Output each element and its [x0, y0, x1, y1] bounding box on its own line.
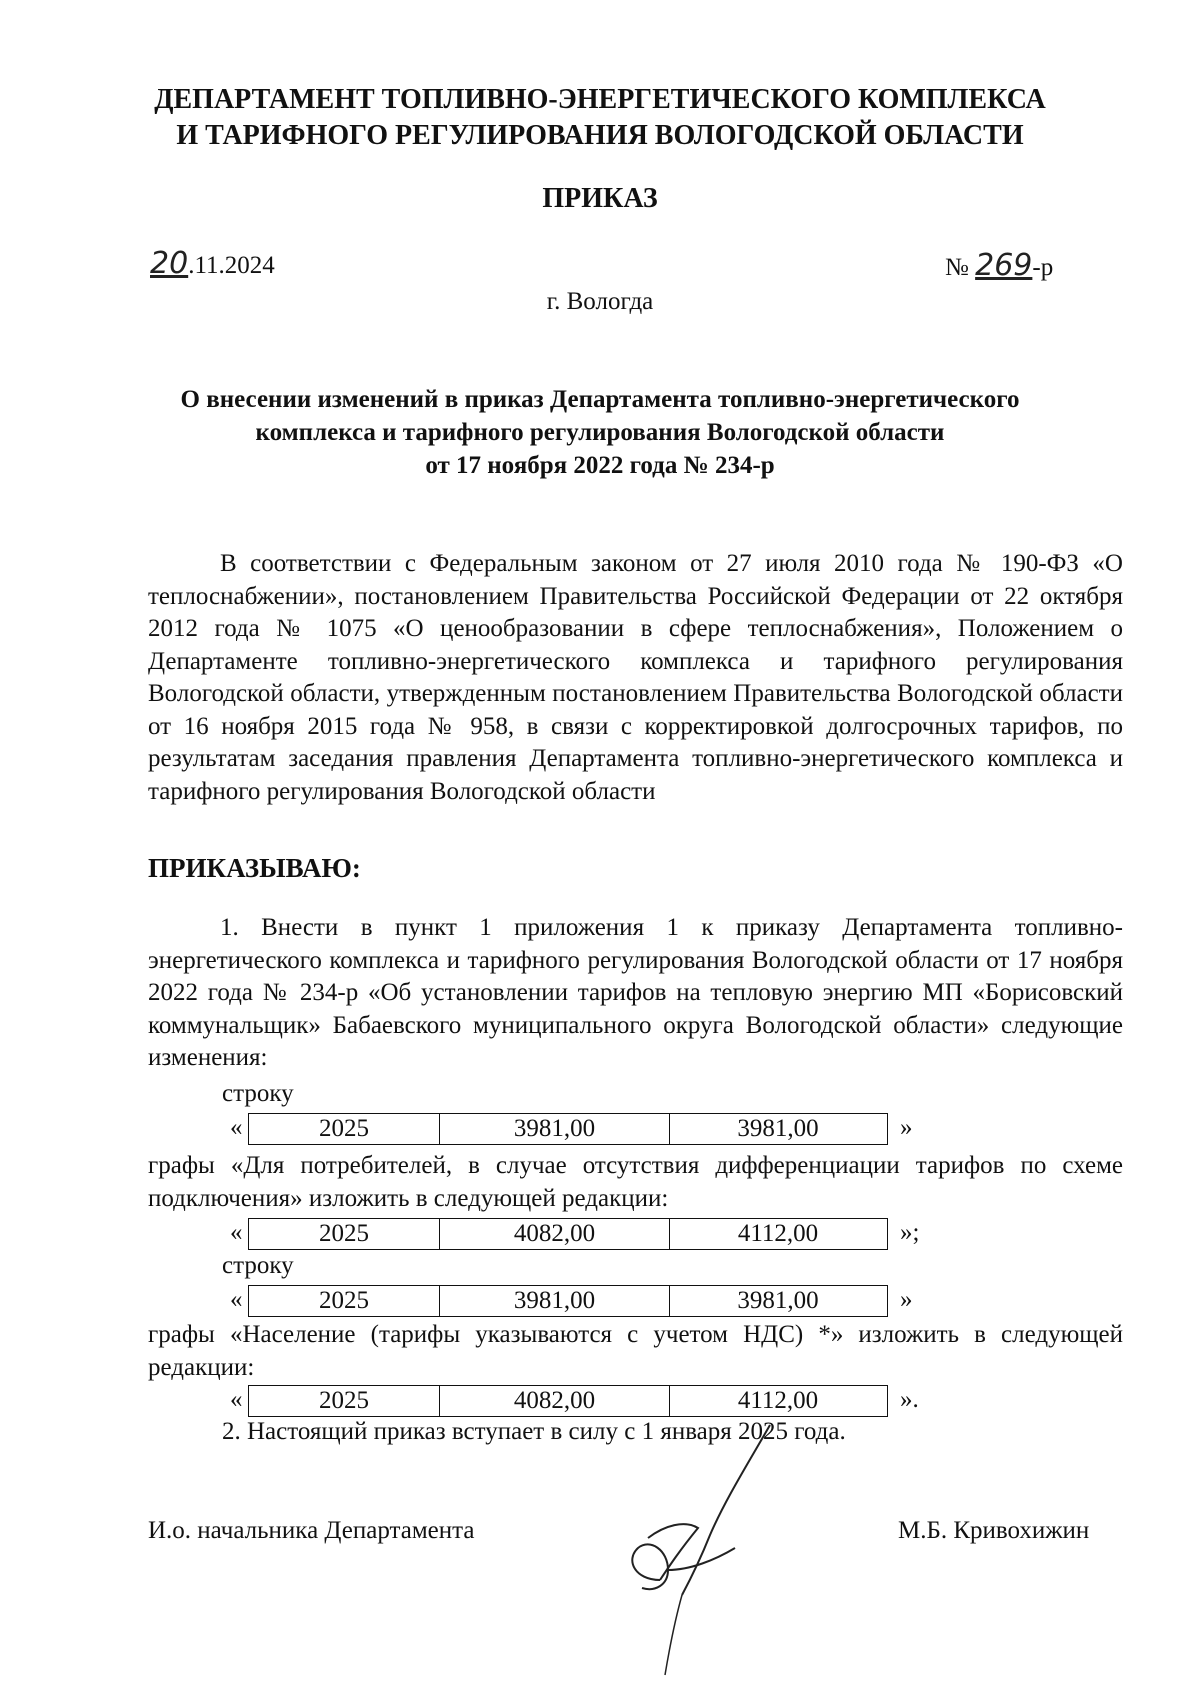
- subject-line-2: комплекса и тарифного регулирования Вологодской области: [255, 419, 945, 446]
- city: г. Вологда: [546, 288, 654, 315]
- number-suffix: -р: [1032, 254, 1054, 281]
- subject-line-3: от 17 ноября 2022 года № 234-р: [425, 452, 775, 479]
- quote-close-period: ».: [900, 1386, 919, 1413]
- tariff-table-row: [248, 1385, 888, 1417]
- quote-open: «: [230, 1386, 243, 1413]
- order-date: [150, 246, 275, 281]
- order-number: [945, 248, 1053, 283]
- tariff-table-row: [248, 1113, 888, 1145]
- table-cell-year: 2025: [319, 1220, 369, 1247]
- table-cell-value-2: 4112,00: [669, 1386, 886, 1416]
- quote-open: «: [230, 1114, 243, 1141]
- preamble-paragraph: В соответствии с Федеральным законом от 27 июля 2010 года № 190-ФЗ «О теплоснабжении», постановлением Правительства Российской Федерации от 22 октября 2012 года № 1075 «О ценообразовании в сфере теплоснабжения», Положением о Департаменте топливно-энергетического комплекса и тарифного регулирования Вологодской области, утвержденным постановлением Правительства Вологодской области от 16 ноября 2015 года № 958, в связи с корректировкой долгосрочных тарифов, по результатам заседания правления Департамента топливно-энергетического комплекса и тарифного регулирования Вологодской области: [148, 550, 1123, 805]
- orders-word: ПРИКАЗЫВАЮ:: [148, 853, 361, 883]
- table-cell-year: 2025: [319, 1387, 369, 1414]
- department-name: [0, 82, 1200, 154]
- tariff-table-row: [248, 1285, 888, 1317]
- date-month-year: .11.2024: [188, 252, 275, 279]
- signatory-name: М.Б. Кривохижин: [898, 1517, 1090, 1544]
- order-subject: [0, 383, 1200, 482]
- quote-close: »: [900, 1286, 913, 1313]
- table-cell-year: 2025: [319, 1115, 369, 1142]
- table-cell-year: 2025: [319, 1287, 369, 1314]
- table-cell-value-1: 4082,00: [439, 1386, 669, 1416]
- handwritten-day: 20: [150, 246, 189, 281]
- handwritten-signature: [620, 1420, 790, 1680]
- department-line-1: ДЕПАРТАМЕНТ ТОПЛИВНО-ЭНЕРГЕТИЧЕСКОГО КОМПЛЕКСА: [154, 84, 1046, 115]
- number-sign: №: [945, 254, 969, 281]
- graph-1-paragraph: графы «Для потребителей, в случае отсутствия дифференциации тарифов по схеме подключения» изложить в следующей редакции:: [148, 1152, 1123, 1212]
- table-cell-value-1: 3981,00: [439, 1286, 669, 1316]
- row-word: строку: [222, 1080, 294, 1107]
- quote-open: «: [230, 1219, 243, 1246]
- table-cell-value-2: 3981,00: [669, 1286, 886, 1316]
- item-1-paragraph: 1. Внести в пункт 1 приложения 1 к приказу Департамента топливно-энергетического комплекса и тарифного регулирования Вологодской области от 17 ноября 2022 года № 234-р «Об установлении тарифов на тепловую энергию МП «Борисовский коммунальщик» Бабаевского муниципального округа Вологодской области» следующие изменения:: [148, 914, 1123, 1071]
- item-2-paragraph: 2. Настоящий приказ вступает в силу с 1 января 2025 года.: [222, 1418, 846, 1445]
- department-line-2: И ТАРИФНОГО РЕГУЛИРОВАНИЯ ВОЛОГОДСКОЙ ОБЛАСТИ: [176, 120, 1024, 151]
- row-word: строку: [222, 1252, 294, 1279]
- quote-close-semicolon: »;: [900, 1219, 920, 1246]
- signatory-title: И.о. начальника Департамента: [148, 1517, 475, 1544]
- table-cell-value-1: 3981,00: [439, 1114, 669, 1144]
- quote-close: »: [900, 1114, 913, 1141]
- graph-2-paragraph: графы «Население (тарифы указываются с учетом НДС) *» изложить в следующей редакции:: [148, 1321, 1123, 1381]
- table-cell-value-2: 3981,00: [669, 1114, 886, 1144]
- subject-line-1: О внесении изменений в приказ Департамента топливно-энергетического: [180, 386, 1020, 413]
- handwritten-number: 269: [975, 248, 1033, 283]
- table-cell-value-1: 4082,00: [439, 1219, 669, 1249]
- tariff-table-row: [248, 1218, 888, 1250]
- quote-open: «: [230, 1286, 243, 1313]
- document-type: ПРИКАЗ: [542, 183, 658, 214]
- table-cell-value-2: 4112,00: [669, 1219, 886, 1249]
